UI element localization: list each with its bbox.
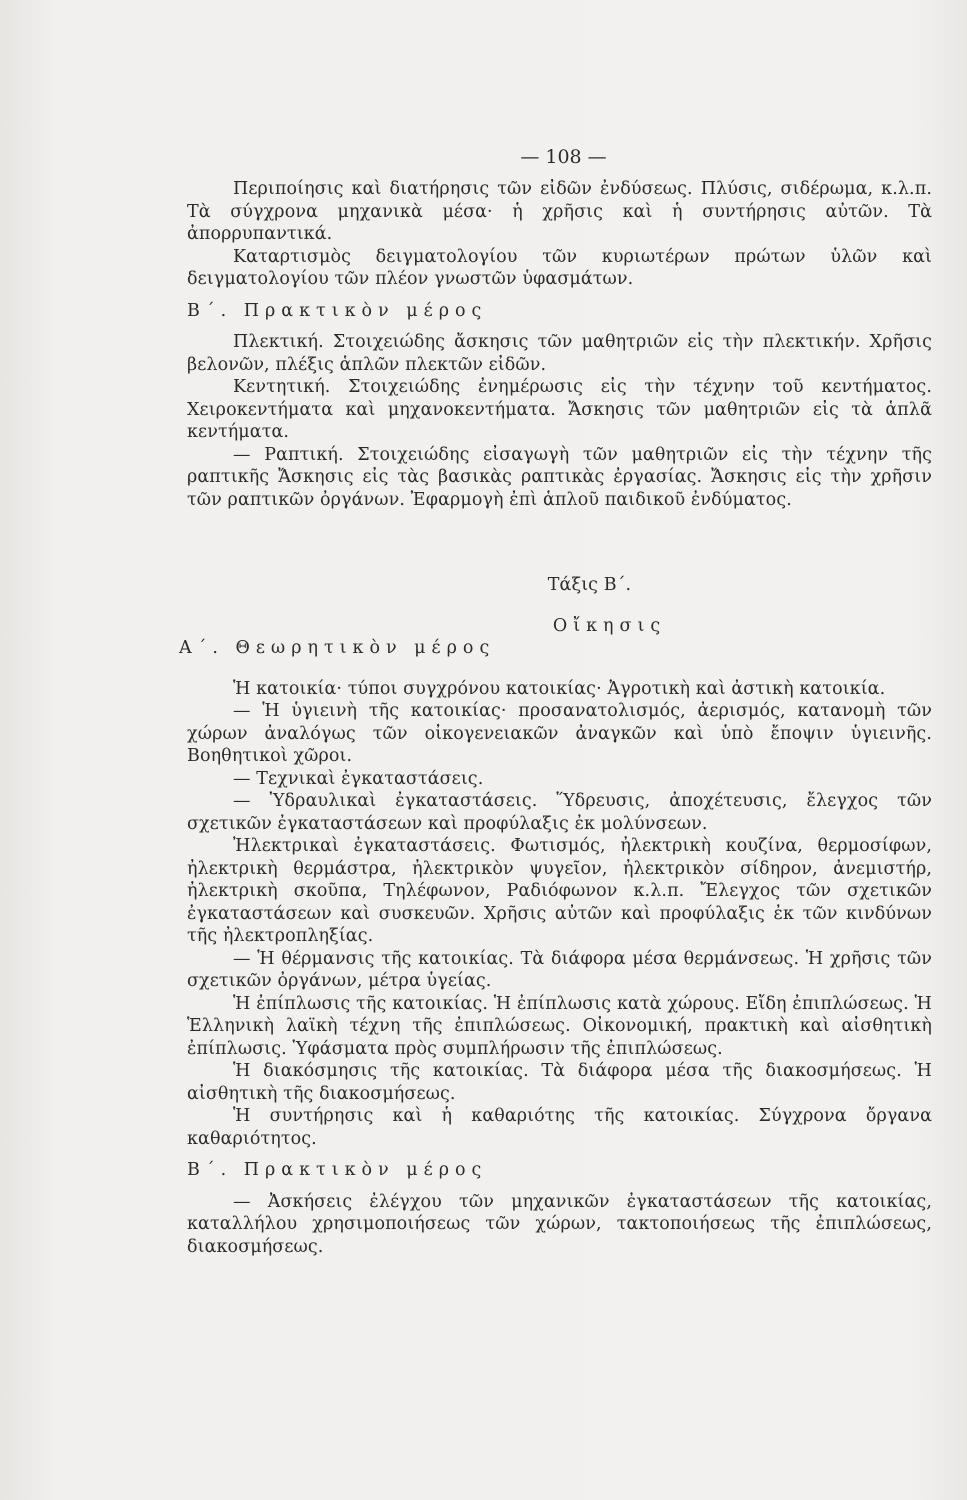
paragraph-care-of-clothing: Περιποίησις καὶ διατήρησις τῶν εἰδῶν ἐνδύσεως. Πλύσις, σιδέρωμα, κ.λ.π. Τὰ σύγχρονα μηχανικὰ μέσα· ἡ χρῆσις καὶ ἡ συντήρησις αὐτῶν. Τὰ ἀπορρυπαντικά.: [187, 179, 932, 244]
paragraph-furnishing: Ἡ ἐπίπλωσις τῆς κατοικίας. Ἡ ἐπίπλωσις κατὰ χώρους. Εἴδη ἐπιπλώσεως. Ἡ Ἑλληνικὴ λαϊκὴ τέχνη τῆς ἐπιπλώσεως. Οἰκονομική, πρακτικὴ καὶ αἰσθητικὴ ἐπίπλωσις. Ὑφάσματα πρὸς συμπλήρωσιν τῆς ἐπιπλώσεως.: [187, 993, 932, 1059]
paragraph-sample-catalog: Καταρτισμὸς δειγματολογίου τῶν κυριωτέρων πρώτων ὑλῶν καὶ δειγματολογίου τῶν πλέον γνωστῶν ὑφασμάτων.: [187, 246, 932, 289]
section-housing: [179, 574, 932, 1258]
paragraph-dwelling-types: Ἡ κατοικία· τύποι συγχρόνου κατοικίας· Ἀγροτικὴ καὶ ἀστικὴ κατοικία.: [233, 678, 886, 699]
paragraph-exercises: — Ἀσκήσεις ἐλέγχου τῶν μηχανικῶν ἐγκαταστάσεων τῆς κατοικίας, καταλλήλου χρησιμοποιήσεως τῶν χώρων, τακτοποιήσεως τῆς ἐπιπλώσεως, διακοσμήσεως.: [187, 1191, 932, 1257]
paragraph-plumbing: — Ὑδραυλικαὶ ἐγκαταστάσεις. Ὕδρευσις, ἀποχέτευσις, ἔλεγχος τῶν σχετικῶν ἐγκαταστάσεων καὶ προφύλαξις ἐκ μολύνσεων.: [187, 791, 932, 834]
paragraph-knitting: Πλεκτική. Στοιχειώδης ἄσκησις τῶν μαθητριῶν εἰς τὴν πλεκτικήν. Χρῆσις βελονῶν, πλέξις ἁπλῶν πλεκτῶν εἰδῶν.: [187, 332, 932, 375]
paragraph-embroidery: Κεντητική. Στοιχειώδης ἐνημέρωσις εἰς τὴν τέχνην τοῦ κεντήματος. Χειροκεντήματα καὶ μηχανοκεντήματα. Ἄσκησις τῶν μαθητριῶν εἰς τὰ ἁπλᾶ κεντήματα.: [187, 377, 932, 442]
section-clothing-care: [187, 178, 932, 511]
paragraph-technical-installations: — Τεχνικαὶ ἐγκαταστάσεις.: [233, 768, 484, 789]
page-number: — 108 —: [520, 146, 607, 168]
paragraph-electrical: Ἠλεκτρικαὶ ἐγκαταστάσεις. Φωτισμός, ἠλεκτρικὴ κουζίνα, θερμοσίφων, ἠλεκτρικὴ θερμάστρα, ἠλεκτρικὸν ψυγεῖον, ἠλεκτρικὸν σίδηρον, ἀνεμιστήρ, ἠλεκτρικὴ σκοῦπα, Τηλέφωνον, Ραδιόφωνον κ.λ.π. Ἔλεγχος τῶν σχετικῶν ἐγκαταστάσεων καὶ συσκευῶν. Χρῆσις αὐτῶν καὶ προφύλαξις ἐκ τῶν κινδύνων τῆς ἠλεκτροπληξίας.: [187, 836, 932, 946]
class-title: Τάξις Β΄.: [547, 575, 632, 595]
heading-practical-part-2: Β΄. Πρακτικὸν μέρος: [187, 1160, 488, 1180]
heading-theoretical-part: Α΄. Θεωρητικὸν μέρος: [179, 638, 496, 658]
paragraph-decoration: Ἡ διακόσμησις τῆς κατοικίας. Τὰ διάφορα μέσα τῆς διακοσμήσεως. Ἡ αἰσθητικὴ τῆς διακοσμήσεως.: [187, 1061, 932, 1104]
heading-practical-part-1: Β΄. Πρακτικὸν μέρος: [187, 300, 488, 321]
paragraph-cleaning: Ἡ συντήρησις καὶ ἡ καθαριότης τῆς κατοικίας. Σύγχρονα ὄργανα καθαριότητος.: [187, 1106, 932, 1149]
paragraph-heating: — Ἡ θέρμανσις τῆς κατοικίας. Τὰ διάφορα μέσα θερμάνσεως. Ἡ χρῆσις τῶν σχετικῶν ὀργάνων, μέτρα ὑγείας.: [187, 948, 932, 991]
subject-title: Οἴκησις: [552, 615, 667, 636]
paragraph-hygiene: — Ἡ ὑγιεινὴ τῆς κατοικίας· προσανατολισμός, ἀερισμός, κατανομὴ τῶν χώρων ἀναλόγως τῶν οἰκογενειακῶν ἀναγκῶν καὶ ὑπὸ ἔποψιν ὑγιεινῆς. Βοηθητικοὶ χῶροι.: [187, 701, 932, 766]
paragraph-sewing: — Ραπτική. Στοιχειώδης εἰσαγωγὴ τῶν μαθητριῶν εἰς τὴν τέχνην τῆς ραπτικῆς Ἄσκησις εἰς τὰς βασικὰς ραπτικὰς ἐργασίας. Ἄσκησις εἰς τὴν χρῆσιν τῶν ραπτικῶν ὀργάνων. Ἐφαρμογὴ ἐπὶ ἁπλοῦ παιδικοῦ ἐνδύματος.: [187, 444, 932, 510]
